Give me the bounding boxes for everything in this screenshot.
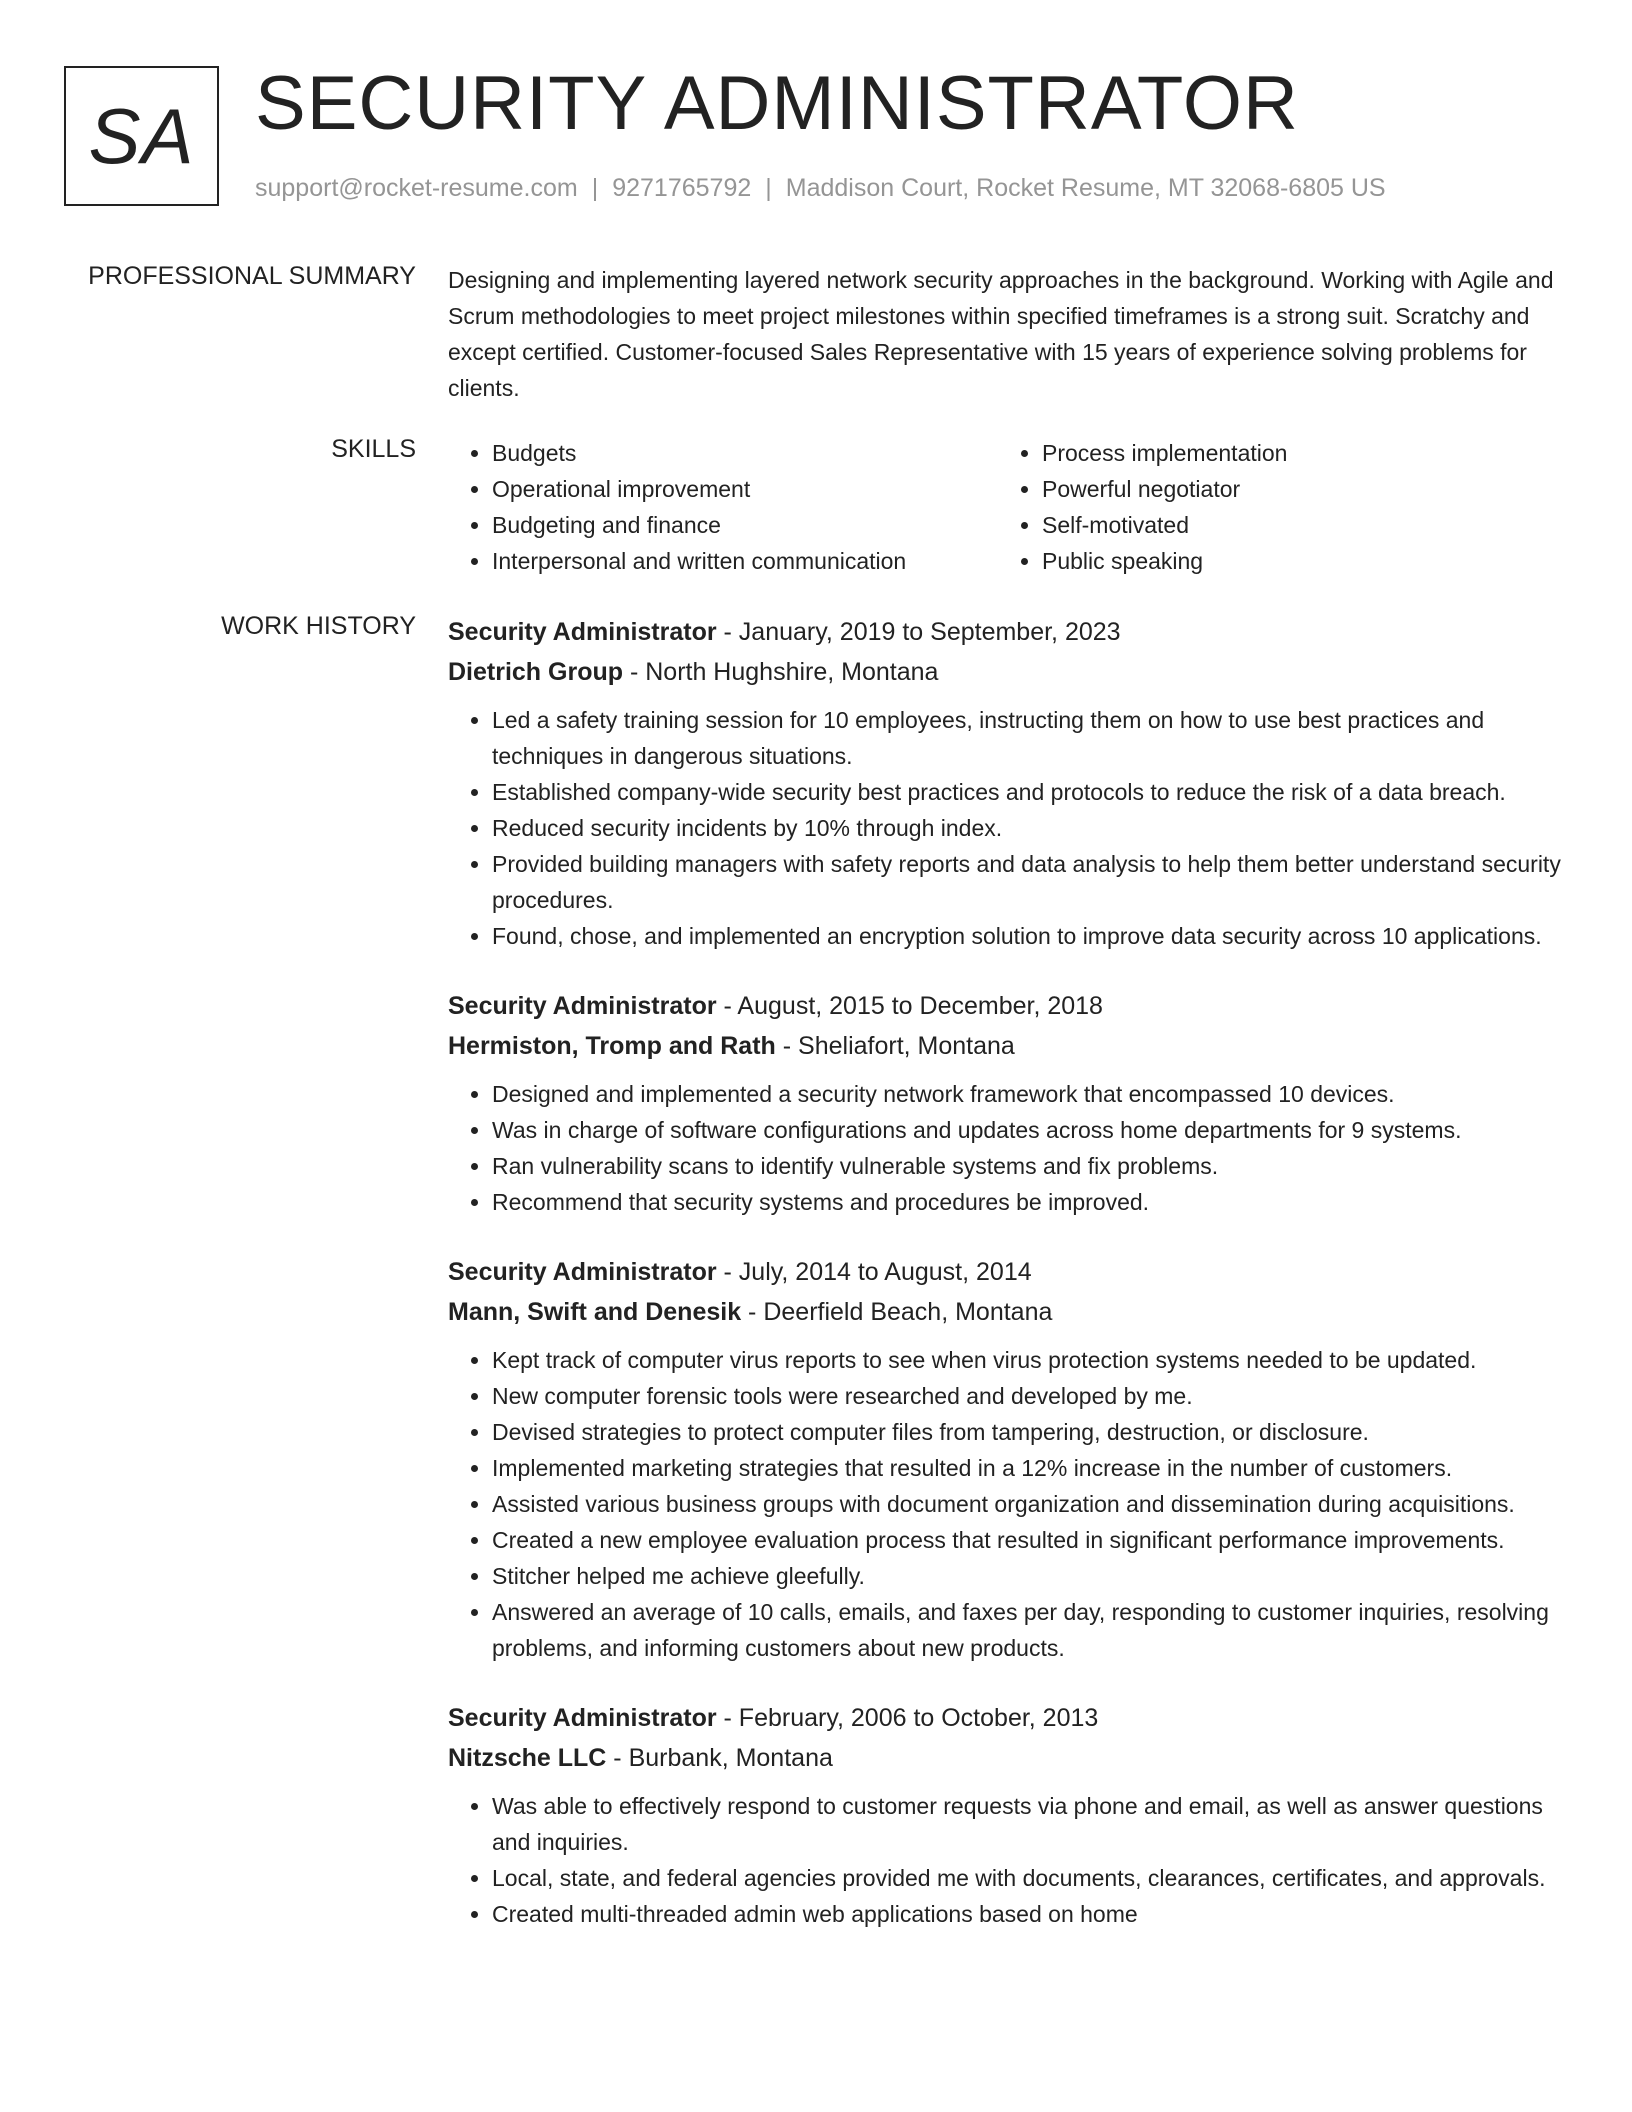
job-title: Security Administrator [448,618,717,646]
job-bullets [448,1076,1568,1220]
contact-line [255,174,1386,203]
job-bullets [448,1788,1568,1932]
list-item: • Reduced security incidents by 10% through index. [492,810,1568,846]
job-entry [448,986,1568,1220]
list-item: • Ran vulnerability scans to identify vulnerable systems and fix problems. [492,1148,1568,1184]
job-location: - Burbank, Montana [606,1744,833,1772]
job-title-line [448,1252,1568,1292]
job-title: Security Administrator [448,992,717,1020]
contact-email[interactable]: support@rocket-resume.com [255,174,578,202]
monogram-logo: SA [64,66,219,206]
summary-text: Designing and implementing layered network security approaches in the background. Working with Agile and Scrum methodologies to meet project milestones within specified timeframes is a strong suit. Scratchy and except certified. Customer-focused Sales Representative with 15 years of experience solving problems for clients. [448,267,1554,401]
list-item: • Implemented marketing strategies that resulted in a 12% increase in the number of customers. [492,1450,1568,1486]
list-item: • Designed and implemented a security network framework that encompassed 10 devices. [492,1076,1568,1112]
list-item: • Led a safety training session for 10 employees, instructing them on how to use best practices and techniques in dangerous situations. [492,702,1568,774]
list-item: • Was in charge of software configurations and updates across home departments for 9 systems. [492,1112,1568,1148]
summary-body [448,262,1568,406]
contact-separator: | [765,174,772,202]
job-company: Nitzsche LLC [448,1744,607,1772]
list-item: • Stitcher helped me achieve gleefully. [492,1558,1568,1594]
job-location: - Sheliafort, Montana [775,1032,1015,1060]
skills-column-2 [998,435,1548,579]
job-title: Security Administrator [448,1704,717,1732]
job-location: - North Hughshire, Montana [623,658,939,686]
job-title-line [448,986,1568,1026]
page-title: SECURITY ADMINISTRATOR [255,61,1299,146]
job-title-line [448,612,1568,652]
job-company: Mann, Swift and Denesik [448,1298,742,1326]
job-dates: - February, 2006 to October, 2013 [716,1704,1099,1732]
skills-column-1 [448,435,998,579]
list-item: • Devised strategies to protect computer files from tampering, destruction, or disclosure. [492,1414,1568,1450]
list-item: • New computer forensic tools were researched and developed by me. [492,1378,1568,1414]
list-item: • Operational improvement [492,471,998,507]
work-history-body [448,612,1568,1964]
list-item: • Was able to effectively respond to customer requests via phone and email, as well as answer questions and inquiries. [492,1788,1568,1860]
list-item: • Public speaking [1042,543,1548,579]
list-item: • Process implementation [1042,435,1548,471]
skills-label: SKILLS [331,435,416,463]
list-item: • Created a new employee evaluation process that resulted in significant performance improvements. [492,1522,1568,1558]
job-location: - Deerfield Beach, Montana [741,1298,1053,1326]
list-item: • Recommend that security systems and procedures be improved. [492,1184,1568,1220]
skills-grid [448,435,1568,579]
job-dates: - August, 2015 to December, 2018 [716,992,1103,1020]
list-item: • Kept track of computer virus reports to see when virus protection systems needed to be updated. [492,1342,1568,1378]
job-entry [448,612,1568,954]
list-item: • Answered an average of 10 calls, emails, and faxes per day, responding to customer inquiries, resolving problems, and informing customers about new products. [492,1594,1568,1666]
list-item: • Assisted various business groups with document organization and dissemination during acquisitions. [492,1486,1568,1522]
list-item: • Budgets [492,435,998,471]
list-item: • Established company-wide security best practices and protocols to reduce the risk of a data breach. [492,774,1568,810]
job-company-line [448,1738,1568,1778]
job-title: Security Administrator [448,1258,717,1286]
contact-separator: | [591,174,599,202]
skills-body [448,435,1568,579]
job-company: Hermiston, Tromp and Rath [448,1032,776,1060]
job-company-line [448,1292,1568,1332]
list-item: • Powerful negotiator [1042,471,1548,507]
summary-label: PROFESSIONAL SUMMARY [88,262,416,290]
resume-header [64,61,1564,216]
job-bullets [448,1342,1568,1666]
contact-phone[interactable]: 9271765792 [612,174,752,202]
list-item: • Created multi-threaded admin web applications based on home [492,1896,1568,1932]
job-entry [448,1698,1568,1932]
work-history-label: WORK HISTORY [221,612,416,640]
job-bullets [448,702,1568,954]
job-dates: - January, 2019 to September, 2023 [716,618,1121,646]
job-title-line [448,1698,1568,1738]
contact-address: Maddison Court, Rocket Resume, MT 32068-6805 US [785,174,1386,202]
list-item: • Interpersonal and written communication [492,543,998,579]
list-item: • Self-motivated [1042,507,1548,543]
job-company: Dietrich Group [448,658,624,686]
job-company-line [448,1026,1568,1066]
list-item: • Found, chose, and implemented an encryption solution to improve data security across 10 applications. [492,918,1568,954]
list-item: • Local, state, and federal agencies provided me with documents, clearances, certificates, and approvals. [492,1860,1568,1896]
job-company-line [448,652,1568,692]
list-item: • Budgeting and finance [492,507,998,543]
job-dates: - July, 2014 to August, 2014 [716,1258,1032,1286]
job-entry [448,1252,1568,1666]
list-item: • Provided building managers with safety reports and data analysis to help them better understand security procedures. [492,846,1568,918]
